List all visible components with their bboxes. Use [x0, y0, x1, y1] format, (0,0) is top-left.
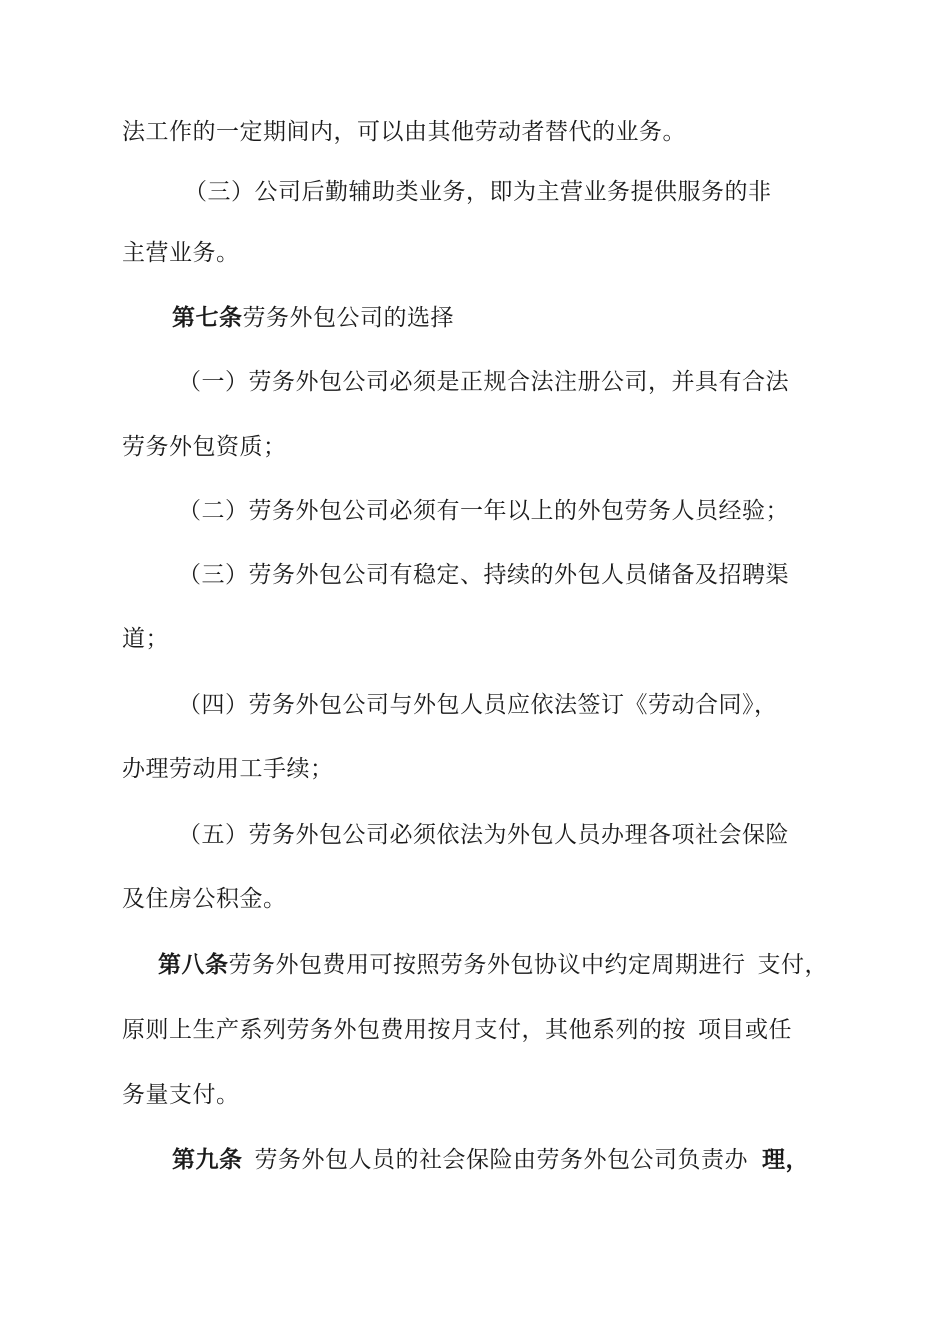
article-8-text-b: 支付， [757, 952, 828, 978]
article-9-line-1 [172, 1145, 809, 1175]
article-7-item-5-line-1: （五）劳务外包公司必须依法为外包人员办理各项社会保险 [178, 822, 789, 848]
article-8-label: 第八条 [158, 952, 229, 978]
article-7-item-4-line-1: （四）劳务外包公司与外包人员应依法签订《劳动合同》， [178, 692, 778, 718]
paragraph-line-3: 主营业务。 [122, 240, 240, 266]
article-8-line-3: 务量支付。 [122, 1082, 240, 1108]
paragraph-line-1: 法工作的一定期间内，可以由其他劳动者替代的业务。 [122, 119, 686, 145]
article-8-line-2 [122, 1015, 792, 1045]
paragraph-line-2: （三）公司后勤辅助类业务，即为主营业务提供服务的非 [184, 179, 772, 205]
article-9-text-b: 理， [762, 1147, 809, 1173]
article-7-item-5-line-2: 及住房公积金。 [122, 886, 287, 912]
article-7-item-3-line-2: 道； [122, 626, 169, 652]
article-7-item-4-line-2: 办理劳动用工手续； [122, 756, 334, 782]
article-7-item-1-line-2: 劳务外包资质； [122, 434, 287, 460]
article-8-line-1 [158, 950, 828, 980]
article-8-text-d: 项目或任 [698, 1017, 792, 1043]
article-7-item-1-line-1: （一）劳务外包公司必须是正规合法注册公司，并具有合法 [178, 369, 789, 395]
article-8-text-c: 原则上生产系列劳务外包费用按月支付，其他系列的按 [122, 1017, 686, 1043]
article-9-label: 第九条 [172, 1147, 243, 1173]
article-7-label: 第七条 [172, 305, 243, 331]
article-7-heading [172, 303, 454, 333]
article-8-text-a: 劳务外包费用可按照劳务外包协议中约定周期进行 [228, 952, 746, 978]
article-7-item-3-line-1: （三）劳务外包公司有稳定、持续的外包人员储备及招聘渠 [178, 562, 789, 588]
article-9-text-a: 劳务外包人员的社会保险由劳务外包公司负责办 [254, 1147, 748, 1173]
article-7-item-2: （二）劳务外包公司必须有一年以上的外包劳务人员经验； [178, 498, 789, 524]
article-7-title: 劳务外包公司的选择 [242, 305, 454, 331]
